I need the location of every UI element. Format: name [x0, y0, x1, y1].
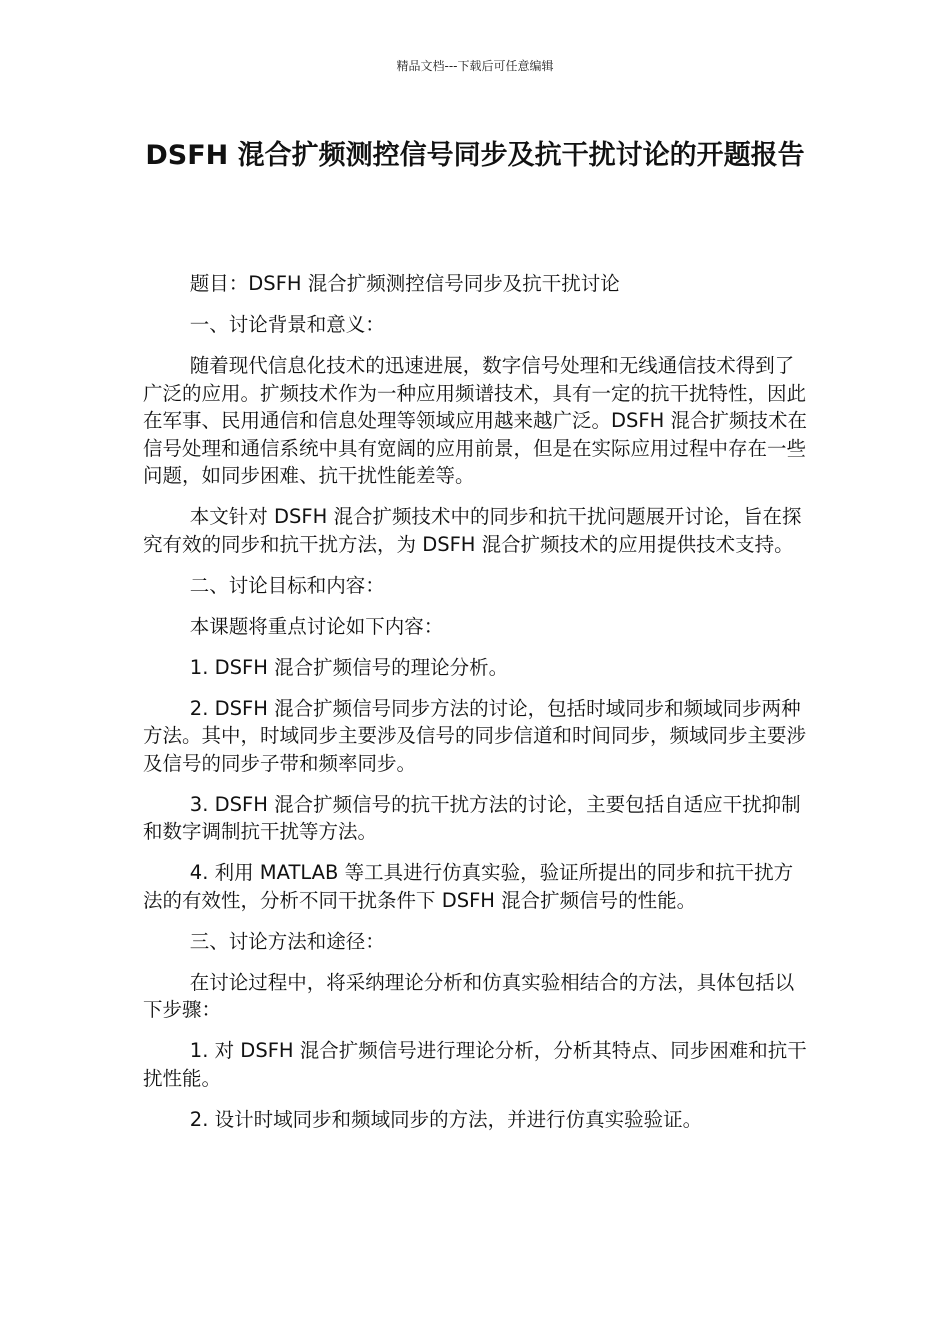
list-item-goal-1: 1. DSFH 混合扩频信号的理论分析。 [189, 655, 509, 679]
list-item-goal-4: 4. 利用 MATLAB 等工具进行仿真实验，验证所提出的同步和抗干扰方法的有效性，分析不同干扰条件下 DSFH 混合扩频信号的性能。 [143, 861, 794, 912]
header-note: 精品文档---下载后可任意编辑 [396, 59, 554, 73]
paragraph-topic: 题目：DSFH 混合扩频测控信号同步及抗干扰讨论 [189, 272, 620, 295]
paragraph-methods-intro: 在讨论过程中，将采纳理论分析和仿真实验相结合的方法，具体包括以下步骤： [143, 970, 795, 1021]
list-item-goal-2: 2. DSFH 混合扩频信号同步方法的讨论，包括时域同步和频域同步两种方法。其中，时域同步主要涉及信号的同步信道和时间同步，频域同步主要涉及信号的同步子带和频率同步。 [143, 696, 807, 775]
document-title: DSFH 混合扩频测控信号同步及抗干扰讨论的开题报告 [145, 140, 805, 171]
paragraph-purpose: 本文针对 DSFH 混合扩频技术中的同步和抗干扰问题展开讨论，旨在探究有效的同步和抗干扰方法，为 DSFH 混合扩频技术的应用提供技术支持。 [143, 505, 802, 556]
heading-methods: 三、讨论方法和途径： [189, 929, 385, 953]
list-item-step-2: 2. 设计时域同步和频域同步的方法，并进行仿真实验验证。 [189, 1107, 703, 1131]
list-item-goal-3: 3. DSFH 混合扩频信号的抗干扰方法的讨论，主要包括自适应干扰抑制和数字调制抗干扰等方法。 [143, 792, 801, 843]
heading-background: 一、讨论背景和意义： [189, 313, 385, 336]
paragraph-goals-intro: 本课题将重点讨论如下内容： [189, 614, 444, 638]
paragraph-background: 随着现代信息化技术的迅速进展，数字信号处理和无线通信技术得到了广泛的应用。扩频技术作为一种应用频谱技术，具有一定的抗干扰特性，因此在军事、民用通信和信息处理等领域应用越来越广泛。DSFH 混合扩频技术在信号处理和通信系统中具有宽阔的应用前景，但是在实际应用过程中存在一些问题，如同步困难、抗干扰性能差等。 [143, 354, 807, 487]
heading-goals: 二、讨论目标和内容： [189, 573, 385, 597]
document-body [143, 270, 811, 1147]
list-item-step-1: 1. 对 DSFH 混合扩频信号进行理论分析，分析其特点、同步困难和抗干扰性能。 [143, 1039, 807, 1090]
